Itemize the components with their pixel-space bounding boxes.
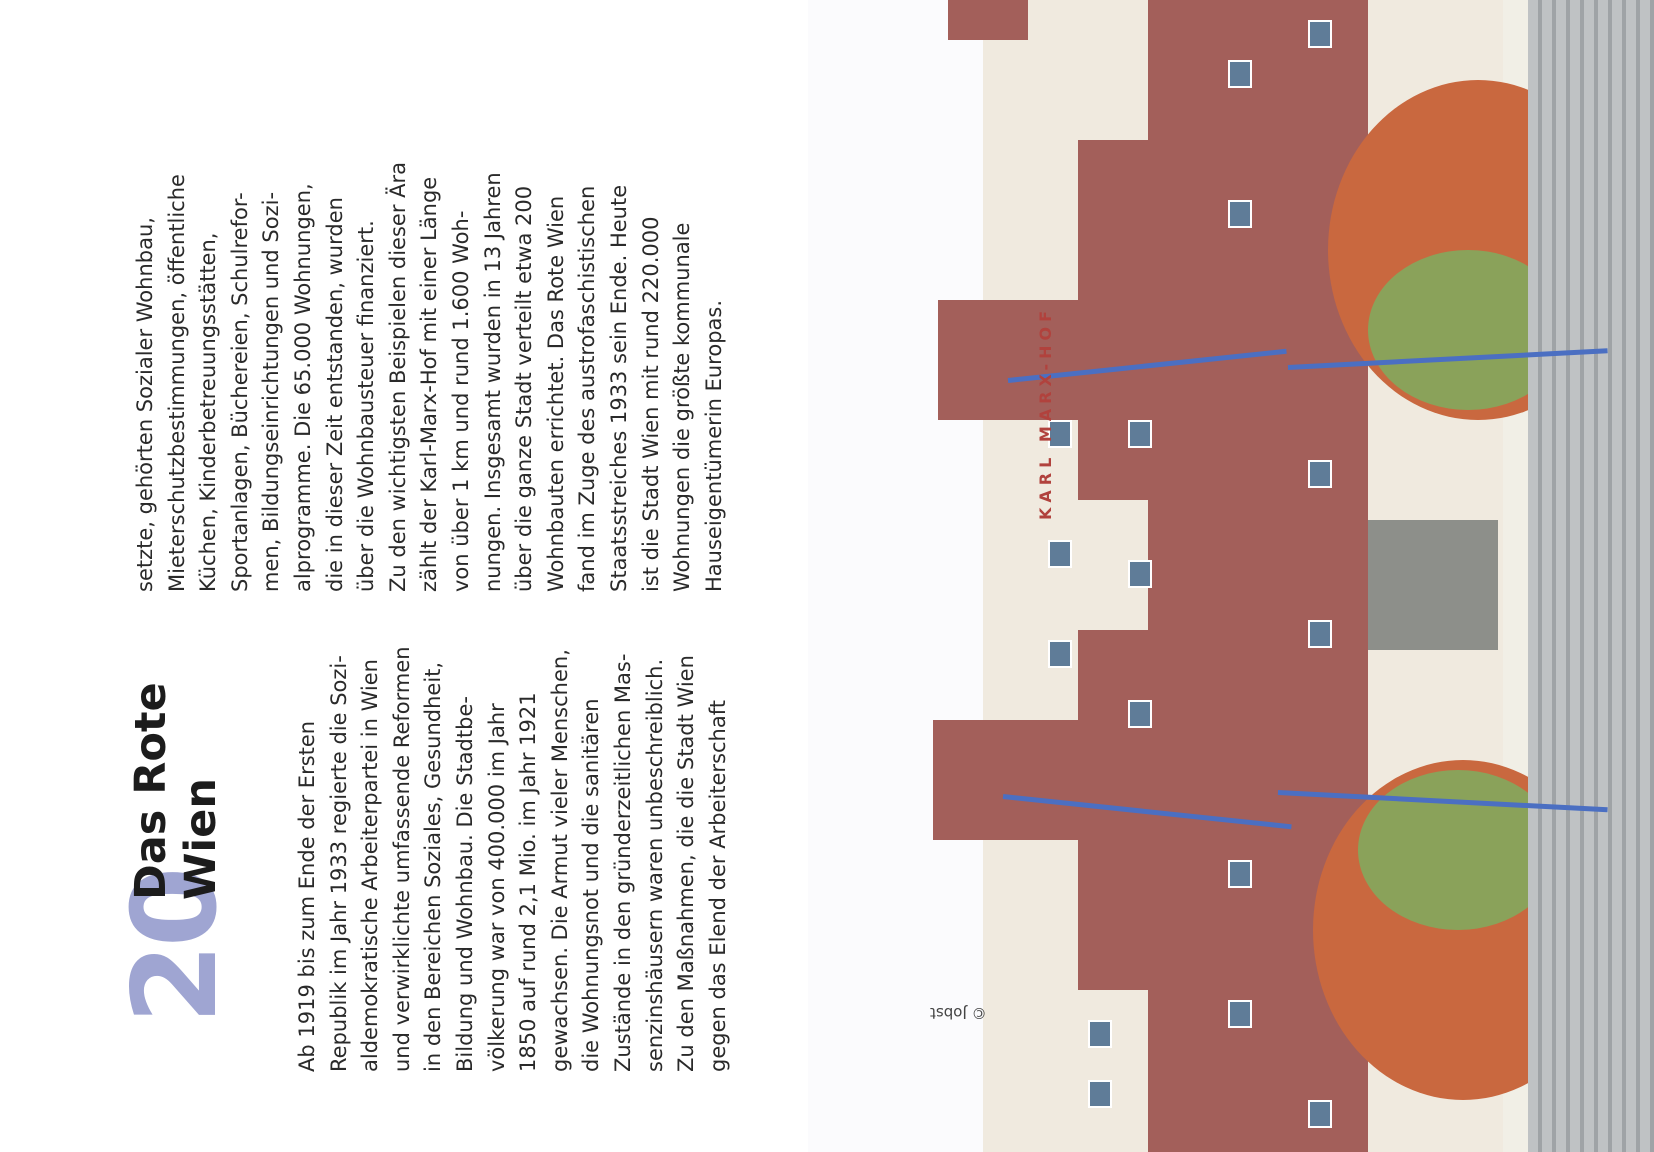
text-line: alprogramme. Die 65.000 Wohnungen, <box>290 183 315 592</box>
text-line: Zu den Maßnahmen, die die Stadt Wien <box>674 655 699 1072</box>
text-line: von über 1 km und rund 1.600 Woh- <box>448 210 473 592</box>
text-line: Hauseigentümerin Europas. <box>701 299 726 592</box>
text-line: Ab 1919 bis zum Ende der Ersten <box>295 720 319 1072</box>
window <box>1308 620 1332 648</box>
window <box>1048 540 1072 568</box>
text-line: ist die Stadt Wien mit rund 220.000 <box>638 216 663 592</box>
text-line: Staatsstreiches 1933 sein Ende. Heute <box>606 184 631 592</box>
text-line: Bildung und Wohnbau. Die Stadtbe- <box>452 696 477 1072</box>
text-page <box>0 0 760 1152</box>
window <box>1308 460 1332 488</box>
text-line: über die ganze Stadt verteilt etwa 200 <box>512 185 537 592</box>
window <box>1308 1100 1332 1128</box>
window <box>1048 640 1072 668</box>
building-sign: KARL MARX-HOF <box>1036 305 1055 520</box>
window <box>1228 60 1252 88</box>
window <box>1228 860 1252 888</box>
text-line: 1850 auf rund 2,1 Mio. im Jahr 1921 <box>516 692 541 1072</box>
entrance-block <box>1368 520 1498 650</box>
text-line: in den Bereichen Soziales, Gesundheit, <box>421 661 446 1072</box>
text-line: gegen das Elend der Arbeiterschaft <box>705 700 730 1072</box>
text-line: Zu den wichtigsten Beispielen dieser Ära <box>385 162 410 592</box>
window <box>1128 700 1152 728</box>
text-line: Zustände in den gründerzeitlichen Mas- <box>610 653 635 1072</box>
chapter-title <box>126 682 226 900</box>
sky <box>808 0 1008 1152</box>
text-line: Küchen, Kinderbetreuungsstätten, <box>196 232 221 592</box>
text-line: Republik im Jahr 1933 regierte die Sozi- <box>326 655 351 1072</box>
karl-marx-hof-photo <box>808 0 1654 1152</box>
text-line: setzte, gehörten Sozialer Wohnbau, <box>133 217 157 592</box>
chapter-title-line-1: Das Rote <box>126 682 176 900</box>
window <box>1128 420 1152 448</box>
text-line: Wohnungen die größte kommunale <box>670 222 695 592</box>
text-column-2 <box>130 142 730 592</box>
text-line: aldemokratische Arbeiterpartei in Wien <box>358 659 383 1072</box>
photo-credit: © Jobst <box>930 1004 987 1022</box>
chapter-number: 20 <box>108 870 243 1024</box>
window <box>1228 200 1252 228</box>
text-line: völkerung war von 400.000 im Jahr <box>484 703 509 1072</box>
text-line: nungen. Insgesamt wurden in 13 Jahren <box>480 172 505 592</box>
window <box>1308 20 1332 48</box>
text-line: und verwirklichte umfassende Reformen <box>389 646 414 1072</box>
text-line: gewachsen. Die Armut vieler Menschen, <box>547 649 572 1072</box>
text-line: über die Wohnbausteuer finanziert. <box>354 220 379 592</box>
window <box>1228 1000 1252 1028</box>
text-line: senzinshäusern waren unbeschreiblich. <box>642 658 667 1072</box>
text-column-1 <box>292 622 734 1072</box>
text-line: Mieterschutzbestimmungen, öffentliche <box>164 174 189 592</box>
pavement-steps <box>1528 0 1654 1152</box>
window <box>1128 560 1152 588</box>
chapter-title-line-2: Wien <box>176 778 226 900</box>
text-line: Wohnbauten errichtet. Das Rote Wien <box>543 195 568 592</box>
text-line: zählt der Karl-Marx-Hof mit einer Länge <box>417 176 442 592</box>
window <box>1088 1020 1112 1048</box>
text-line: die Wohnungsnot und die sanitären <box>579 698 604 1072</box>
text-line: Sportanlagen, Büchereien, Schulrefor- <box>227 192 252 592</box>
text-line: men, Bildungseinrichtungen und Sozi- <box>259 191 284 592</box>
text-line: die in dieser Zeit entstanden, wurden <box>322 197 347 592</box>
tower-wing <box>948 0 1028 40</box>
window <box>1088 1080 1112 1108</box>
text-line: fand im Zuge des austrofaschistischen <box>575 185 600 592</box>
